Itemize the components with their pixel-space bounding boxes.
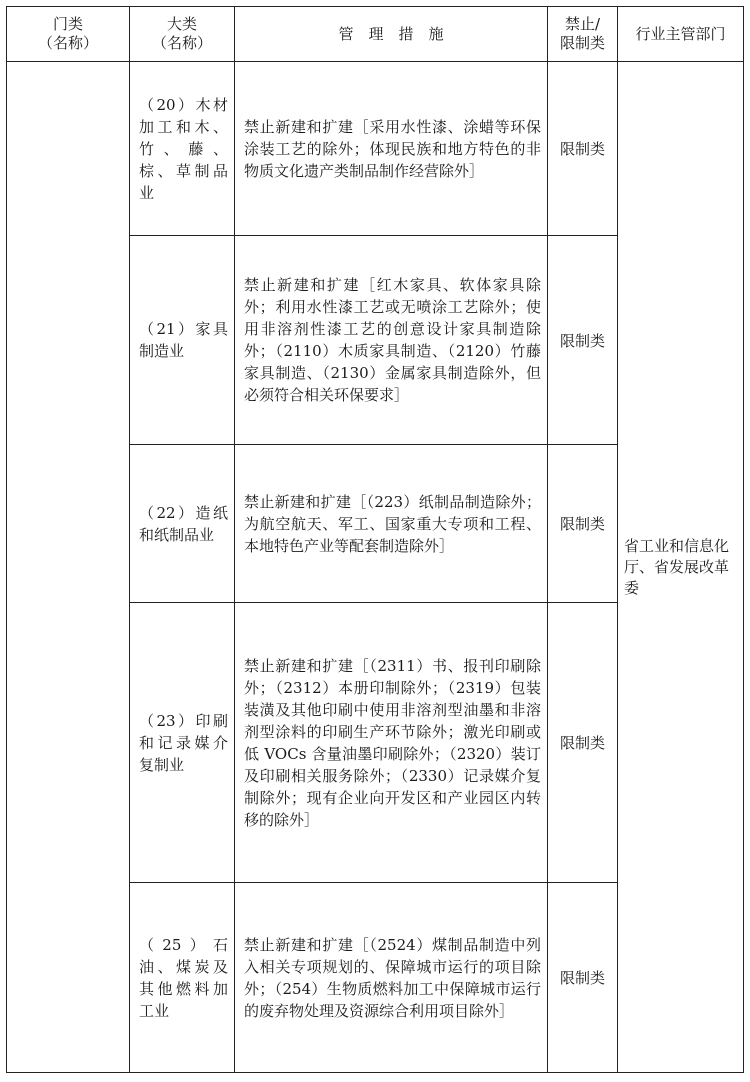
header-door-line2: （名称） (37, 34, 98, 52)
header-door-category (7, 7, 130, 62)
header-ban-line1: 禁止/ (564, 15, 601, 33)
header-door-line1: 门类 (52, 15, 83, 33)
header-department (618, 7, 744, 62)
category-cell: （21）家具制造业 (130, 236, 235, 445)
header-ban-line2: 限制类 (559, 34, 605, 52)
measures-cell: 禁止新建和扩建［（223）纸制品制造除外；为航空航天、军工、国家重大专项和工程、本地特色产业等配套制造除外］ (235, 445, 548, 603)
measures-cell: 禁止新建和扩建［（2311）书、报刊印刷除外；（2312）本册印制除外；（2319）包装装潢及其他印刷中使用非溶剂型油墨和非溶剂型涂料的印刷生产环节除外；激光印刷或低 VOCs 含量油墨印刷除外；（2320）装订及印刷相关服务除外；（2330）记录媒介复制除外；现有企业向开发区和产业园区内转移的除外］ (235, 603, 548, 883)
header-big-line1: 大类 (166, 15, 197, 33)
policy-table (6, 6, 744, 1073)
measures-cell: 禁止新建和扩建［红木家具、软体家具除外；利用水性漆工艺或无喷涂工艺除外；使用非溶剂性漆工艺的创意设计家具制造除外；（2110）木质家具制造、（2120）竹藤家具制造、（2130）金属家具制造除外，但必须符合相关环保要求］ (235, 236, 548, 445)
table-row (7, 62, 744, 236)
department-cell: 省工业和信息化厅、省发展改革委 (618, 62, 744, 1073)
type-cell: 限制类 (548, 883, 618, 1073)
measures-cell: 禁止新建和扩建［采用水性漆、涂蜡等环保涂装工艺的除外；体现民族和地方特色的非物质文化遗产类制品制作经营除外］ (235, 62, 548, 236)
header-major-category (130, 7, 235, 62)
type-cell: 限制类 (548, 603, 618, 883)
header-dept-label: 行业主管部门 (635, 24, 726, 43)
type-cell: 限制类 (548, 236, 618, 445)
category-cell: （23）印刷和记录媒介复制业 (130, 603, 235, 883)
type-cell: 限制类 (548, 445, 618, 603)
header-measures (235, 7, 548, 62)
category-cell: （22）造纸和纸制品业 (130, 445, 235, 603)
table-header-row (7, 7, 744, 62)
header-big-line2: （名称） (151, 34, 212, 52)
measures-cell: 禁止新建和扩建［（2524）煤制品制造中列入相关专项规划的、保障城市运行的项目除外；（254）生物质燃料加工中保障城市运行的废弃物处理及资源综合利用项目除外］ (235, 883, 548, 1073)
category-cell: （25）石油、煤炭及其他燃料加工业 (130, 883, 235, 1073)
header-ban-restrict (548, 7, 618, 62)
header-measures-label: 管 理 措 施 (338, 24, 444, 43)
category-cell: （20）木材加工和木、竹、藤、棕、草制品业 (130, 62, 235, 236)
type-cell: 限制类 (548, 62, 618, 236)
door-category-cell (7, 62, 130, 1073)
